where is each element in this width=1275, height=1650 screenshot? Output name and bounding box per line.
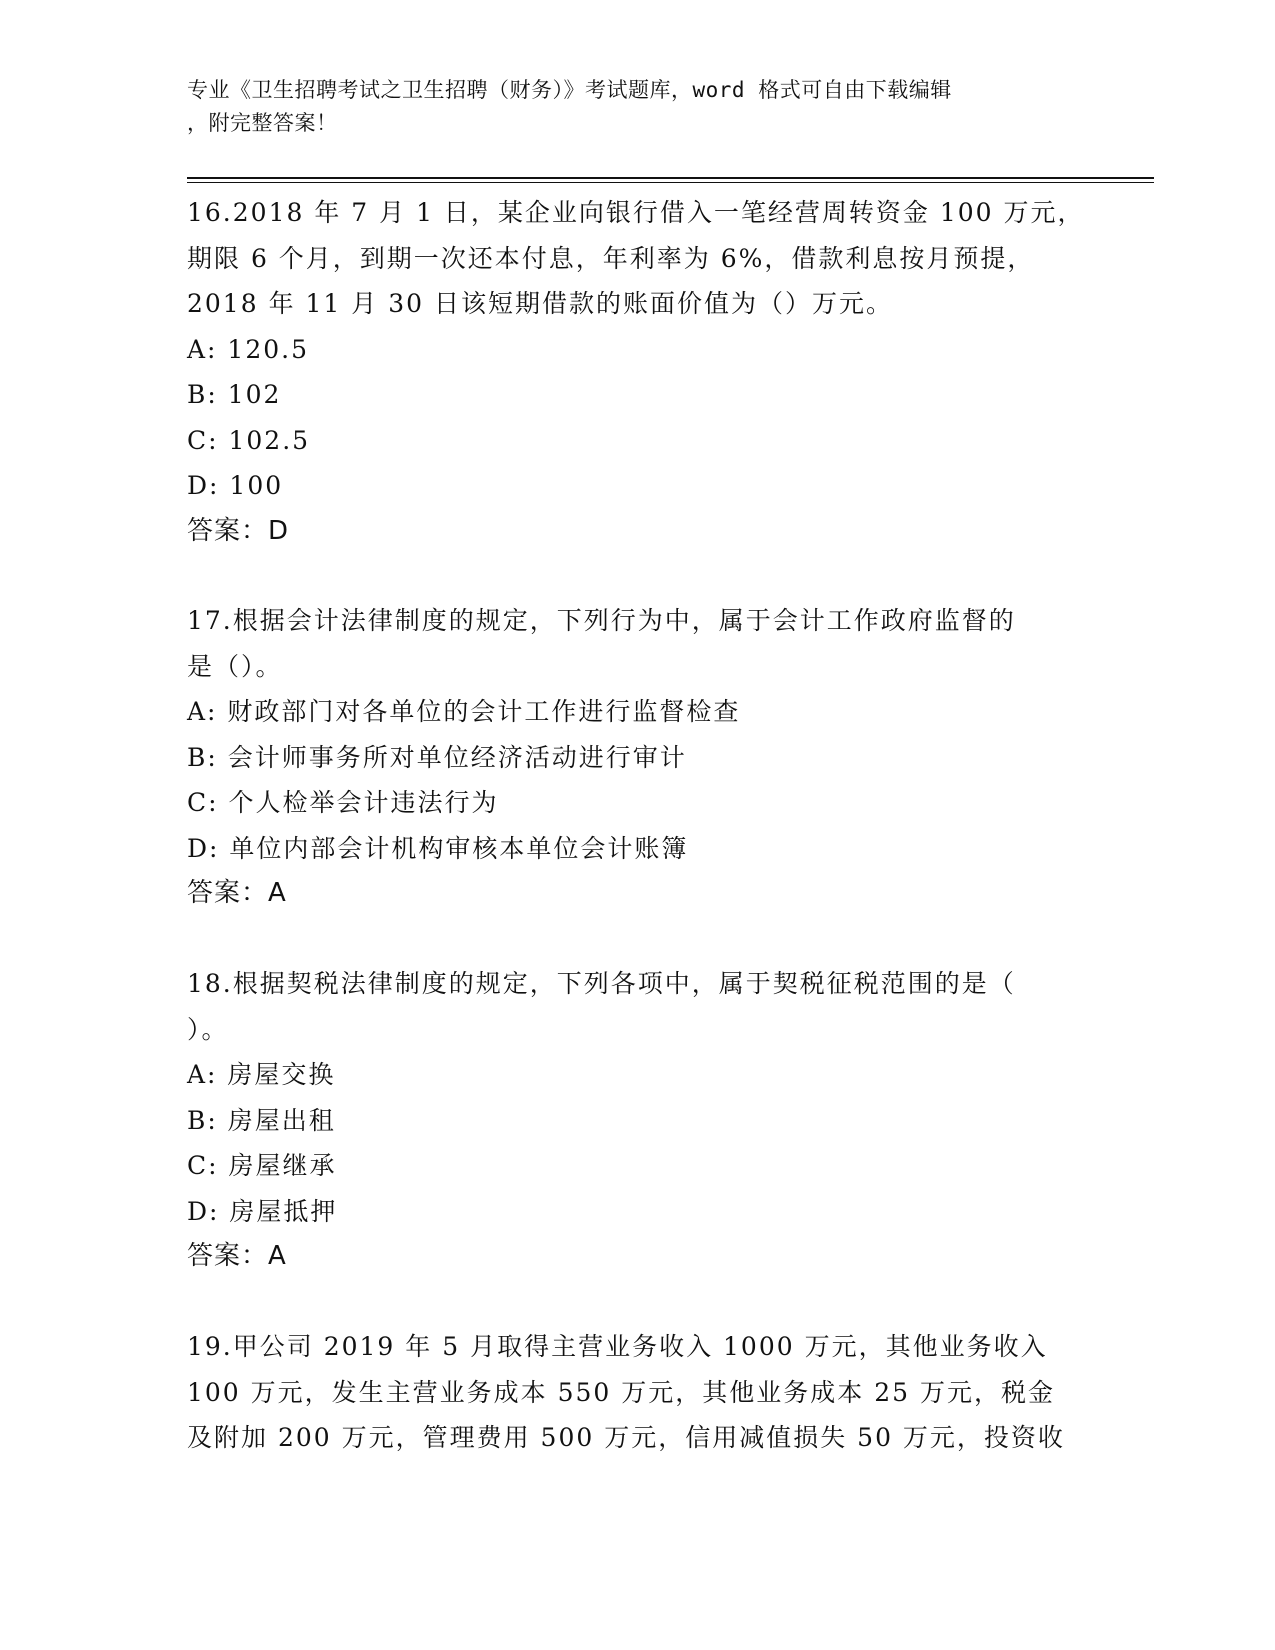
stem-line: 期限 6 个月，到期一次还本付息，年利率为 6%，借款利息按月预提， xyxy=(187,243,1035,273)
question-16 xyxy=(187,190,1107,554)
option-b: B: 102 xyxy=(187,380,282,409)
stem-line: ）。 xyxy=(187,1014,229,1044)
stem-line: 100 万元，发生主营业务成本 550 万元，其他业务成本 25 万元，税金 xyxy=(187,1377,1055,1407)
question-18 xyxy=(187,961,1107,1280)
stem-line: 18.根据契税法律制度的规定，下列各项中，属于契税征税范围的是（ xyxy=(187,969,1016,998)
option-c: C: 102.5 xyxy=(187,425,311,455)
option-b: B: 会计师事务所对单位经济活动进行审计 xyxy=(187,742,687,772)
question-stem xyxy=(187,1324,1107,1461)
question-17 xyxy=(187,598,1107,917)
option-a: A: 房屋交换 xyxy=(187,1060,336,1089)
option-a: A: 财政部门对各单位的会计工作进行监督检查 xyxy=(187,697,741,726)
header-divider-thick xyxy=(187,177,1154,179)
answer-line: 答案：D xyxy=(187,515,290,546)
stem-line: 19.甲公司 2019 年 5 月取得主营业务收入 1000 万元，其他业务收入 xyxy=(187,1332,1048,1361)
header-line-2: ，附完整答案！ xyxy=(187,111,338,135)
option-c: C: 房屋继承 xyxy=(187,1151,337,1180)
stem-line: 16.2018 年 7 月 1 日，某企业向银行借入一笔经营周转资金 100 万元， xyxy=(187,198,1085,227)
question-19 xyxy=(187,1324,1107,1461)
answer-line: 答案：A xyxy=(187,878,287,908)
header-line-1: 专业《卫生招聘考试之卫生招聘（财务）》考试题库，word 格式可自由下载编辑 xyxy=(187,78,952,102)
header-divider-thin xyxy=(187,182,1154,183)
question-stem xyxy=(187,190,1107,327)
stem-line: 及附加 200 万元，管理费用 500 万元，信用减值损失 50 万元，投资收 xyxy=(187,1423,1065,1452)
option-d: D: 100 xyxy=(187,471,284,500)
option-c: C: 个人检举会计违法行为 xyxy=(187,788,499,817)
option-d: D: 单位内部会计机构审核本单位会计账簿 xyxy=(187,833,689,863)
answer-line: 答案：A xyxy=(187,1241,287,1271)
document-header xyxy=(187,74,1067,140)
question-stem xyxy=(187,598,1107,689)
option-a: A: 120.5 xyxy=(187,334,309,364)
stem-line: 17.根据会计法律制度的规定，下列行为中，属于会计工作政府监督的 xyxy=(187,606,1016,635)
option-d: D: 房屋抵押 xyxy=(187,1196,338,1226)
stem-line: 2018 年 11 月 30 日该短期借款的账面价值为（）万元。 xyxy=(187,289,893,318)
stem-line: 是（）。 xyxy=(187,651,283,681)
option-b: B: 房屋出租 xyxy=(187,1105,336,1135)
question-stem xyxy=(187,961,1107,1052)
